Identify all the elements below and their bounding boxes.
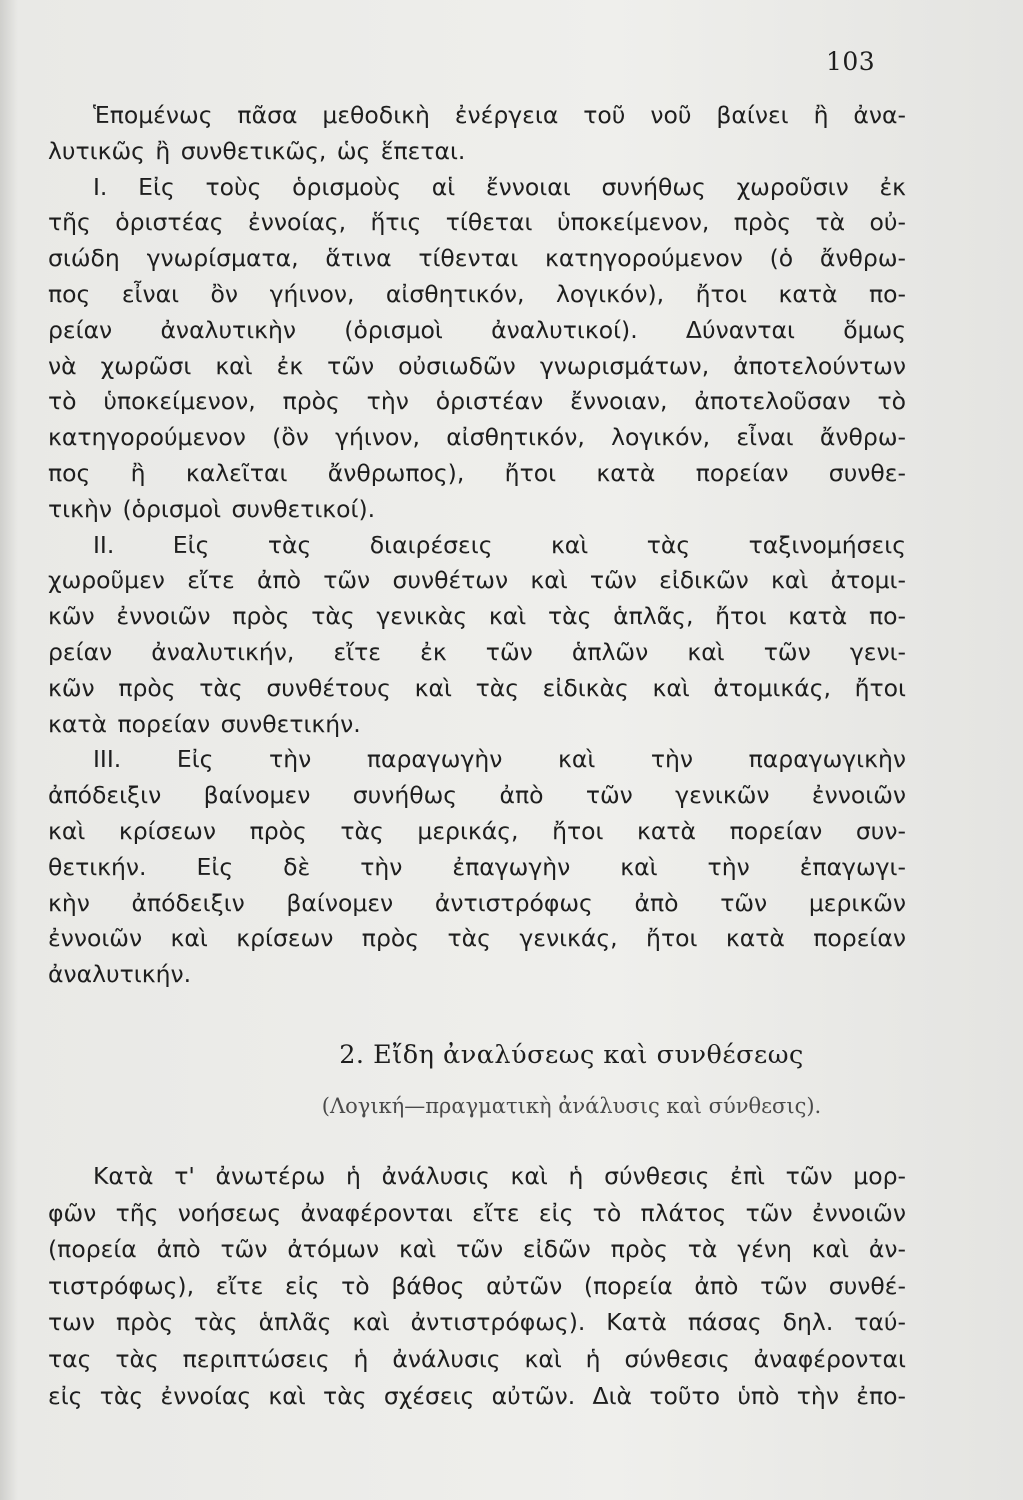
paragraph-line: τιστρόφως), εἴτε εἰς τὸ βάθος αὐτῶν (πορεία ἀπὸ τῶν συνθέ-: [48, 1271, 906, 1300]
paragraph-line: (πορεία ἀπὸ τῶν ἀτόμων καὶ τῶν εἰδῶν πρὸς τὰ γένη καὶ ἀν-: [48, 1235, 906, 1264]
paragraph-line: σιώδη γνωρίσματα, ἅτινα τίθενται κατηγορούμενον (ὁ ἄνθρω-: [48, 244, 906, 273]
paragraph-line: ἀναλυτικήν.: [48, 960, 192, 989]
paragraph-line: τὸ ὑποκείμενον, πρὸς τὴν ὁριστέαν ἔννοιαν, ἀποτελοῦσαν τὸ: [48, 387, 906, 416]
paragraph-line: πος ἢ καλεῖται ἄνθρωπος), ἤτοι κατὰ πορείαν συνθε-: [48, 458, 906, 487]
section-subheading: (Λογική—πραγματικὴ ἀνάλυσις καὶ σύνθεσις).: [321, 1094, 822, 1118]
paragraph-line: κῶν ἐννοιῶν πρὸς τὰς γενικὰς καὶ τὰς ἁπλᾶς, ἤτοι κατὰ πο-: [48, 602, 906, 631]
paragraph-line: νὰ χωρῶσι καὶ ἐκ τῶν οὐσιωδῶν γνωρισμάτων, ἀποτελούντων: [48, 351, 906, 380]
paragraph-line: των πρὸς τὰς ἁπλᾶς καὶ ἀντιστρόφως). Κατὰ πάσας δηλ. ταύ-: [48, 1308, 906, 1337]
paragraph-line: φῶν τῆς νοήσεως ἀναφέρονται εἴτε εἰς τὸ πλάτος τῶν ἐννοιῶν: [48, 1198, 906, 1227]
paragraph-line: ρείαν ἀναλυτικήν, εἴτε ἐκ τῶν ἁπλῶν καὶ τῶν γενι-: [48, 637, 906, 666]
paragraph-line: ρείαν ἀναλυτικὴν (ὁρισμοὶ ἀναλυτικοί). Δύνανται ὅμως: [48, 315, 906, 344]
body-text: [48, 98, 906, 993]
paragraph-line: κὴν ἀπόδειξιν βαίνομεν ἀντιστρόφως ἀπὸ τῶν μερικῶν: [48, 888, 906, 917]
page-number: 103: [826, 47, 876, 76]
paragraph-line: εἰς τὰς ἐννοίας καὶ τὰς σχέσεις αὐτῶν. Διὰ τοῦτο ὑπὸ τὴν ἐπο-: [48, 1381, 906, 1410]
paragraph-line: II. Εἰς τὰς διαιρέσεις καὶ τὰς ταξινομήσεις: [93, 530, 906, 559]
paragraph-line: τικὴν (ὁρισμοὶ συνθετικοί).: [48, 494, 376, 523]
paragraph-line: I. Εἰς τοὺς ὁρισμοὺς αἱ ἔννοιαι συνήθως χωροῦσιν ἐκ: [93, 172, 906, 201]
paragraph-line: λυτικῶς ἢ συνθετικῶς, ὡς ἕπεται.: [48, 136, 466, 165]
paragraph-line: III. Εἰς τὴν παραγωγὴν καὶ τὴν παραγωγικὴν: [93, 745, 906, 774]
paragraph-line: ἀπόδειξιν βαίνομεν συνήθως ἀπὸ τῶν γενικῶν ἐννοιῶν: [48, 781, 906, 810]
paragraph-line: τας τὰς περιπτώσεις ἡ ἀνάλυσις καὶ ἡ σύνθεσις ἀναφέρονται: [48, 1344, 906, 1373]
paragraph-line: καὶ κρίσεων πρὸς τὰς μερικάς, ἤτοι κατὰ πορείαν συν-: [48, 816, 906, 845]
paragraph-line: κατηγορούμενον (ὂν γήινον, αἰσθητικόν, λογικόν, εἶναι ἄνθρω-: [48, 423, 906, 452]
paragraph-line: τῆς ὁριστέας ἐννοίας, ἥτις τίθεται ὑποκείμενον, πρὸς τὰ οὐ-: [48, 208, 906, 237]
closing-paragraph: [48, 1158, 906, 1414]
section-heading: 2. Εἴδη ἀναλύσεως καὶ συνθέσεως: [339, 1040, 804, 1070]
paragraph-line: ἐννοιῶν καὶ κρίσεων πρὸς τὰς γενικάς, ἤτοι κατὰ πορείαν: [48, 924, 906, 953]
paragraph-line: πος εἶναι ὂν γήινον, αἰσθητικόν, λογικόν), ἤτοι κατὰ πο-: [48, 279, 906, 308]
paragraph-line: θετικήν. Εἰς δὲ τὴν ἐπαγωγὴν καὶ τὴν ἐπαγωγι-: [48, 852, 906, 881]
paragraph-line: κατὰ πορείαν συνθετικήν.: [48, 709, 361, 738]
paragraph-line: Ἑπομένως πᾶσα μεθοδικὴ ἐνέργεια τοῦ νοῦ βαίνει ἢ ἀνα-: [93, 101, 906, 129]
paragraph-line: κῶν πρὸς τὰς συνθέτους καὶ τὰς εἰδικὰς καὶ ἀτομικάς, ἤτοι: [48, 673, 906, 702]
paragraph-line: Κατὰ τ' ἀνωτέρω ἡ ἀνάλυσις καὶ ἡ σύνθεσις ἐπὶ τῶν μορ-: [93, 1162, 906, 1190]
paragraph-line: χωροῦμεν εἴτε ἀπὸ τῶν συνθέτων καὶ τῶν εἰδικῶν καὶ ἀτομι-: [48, 566, 906, 595]
